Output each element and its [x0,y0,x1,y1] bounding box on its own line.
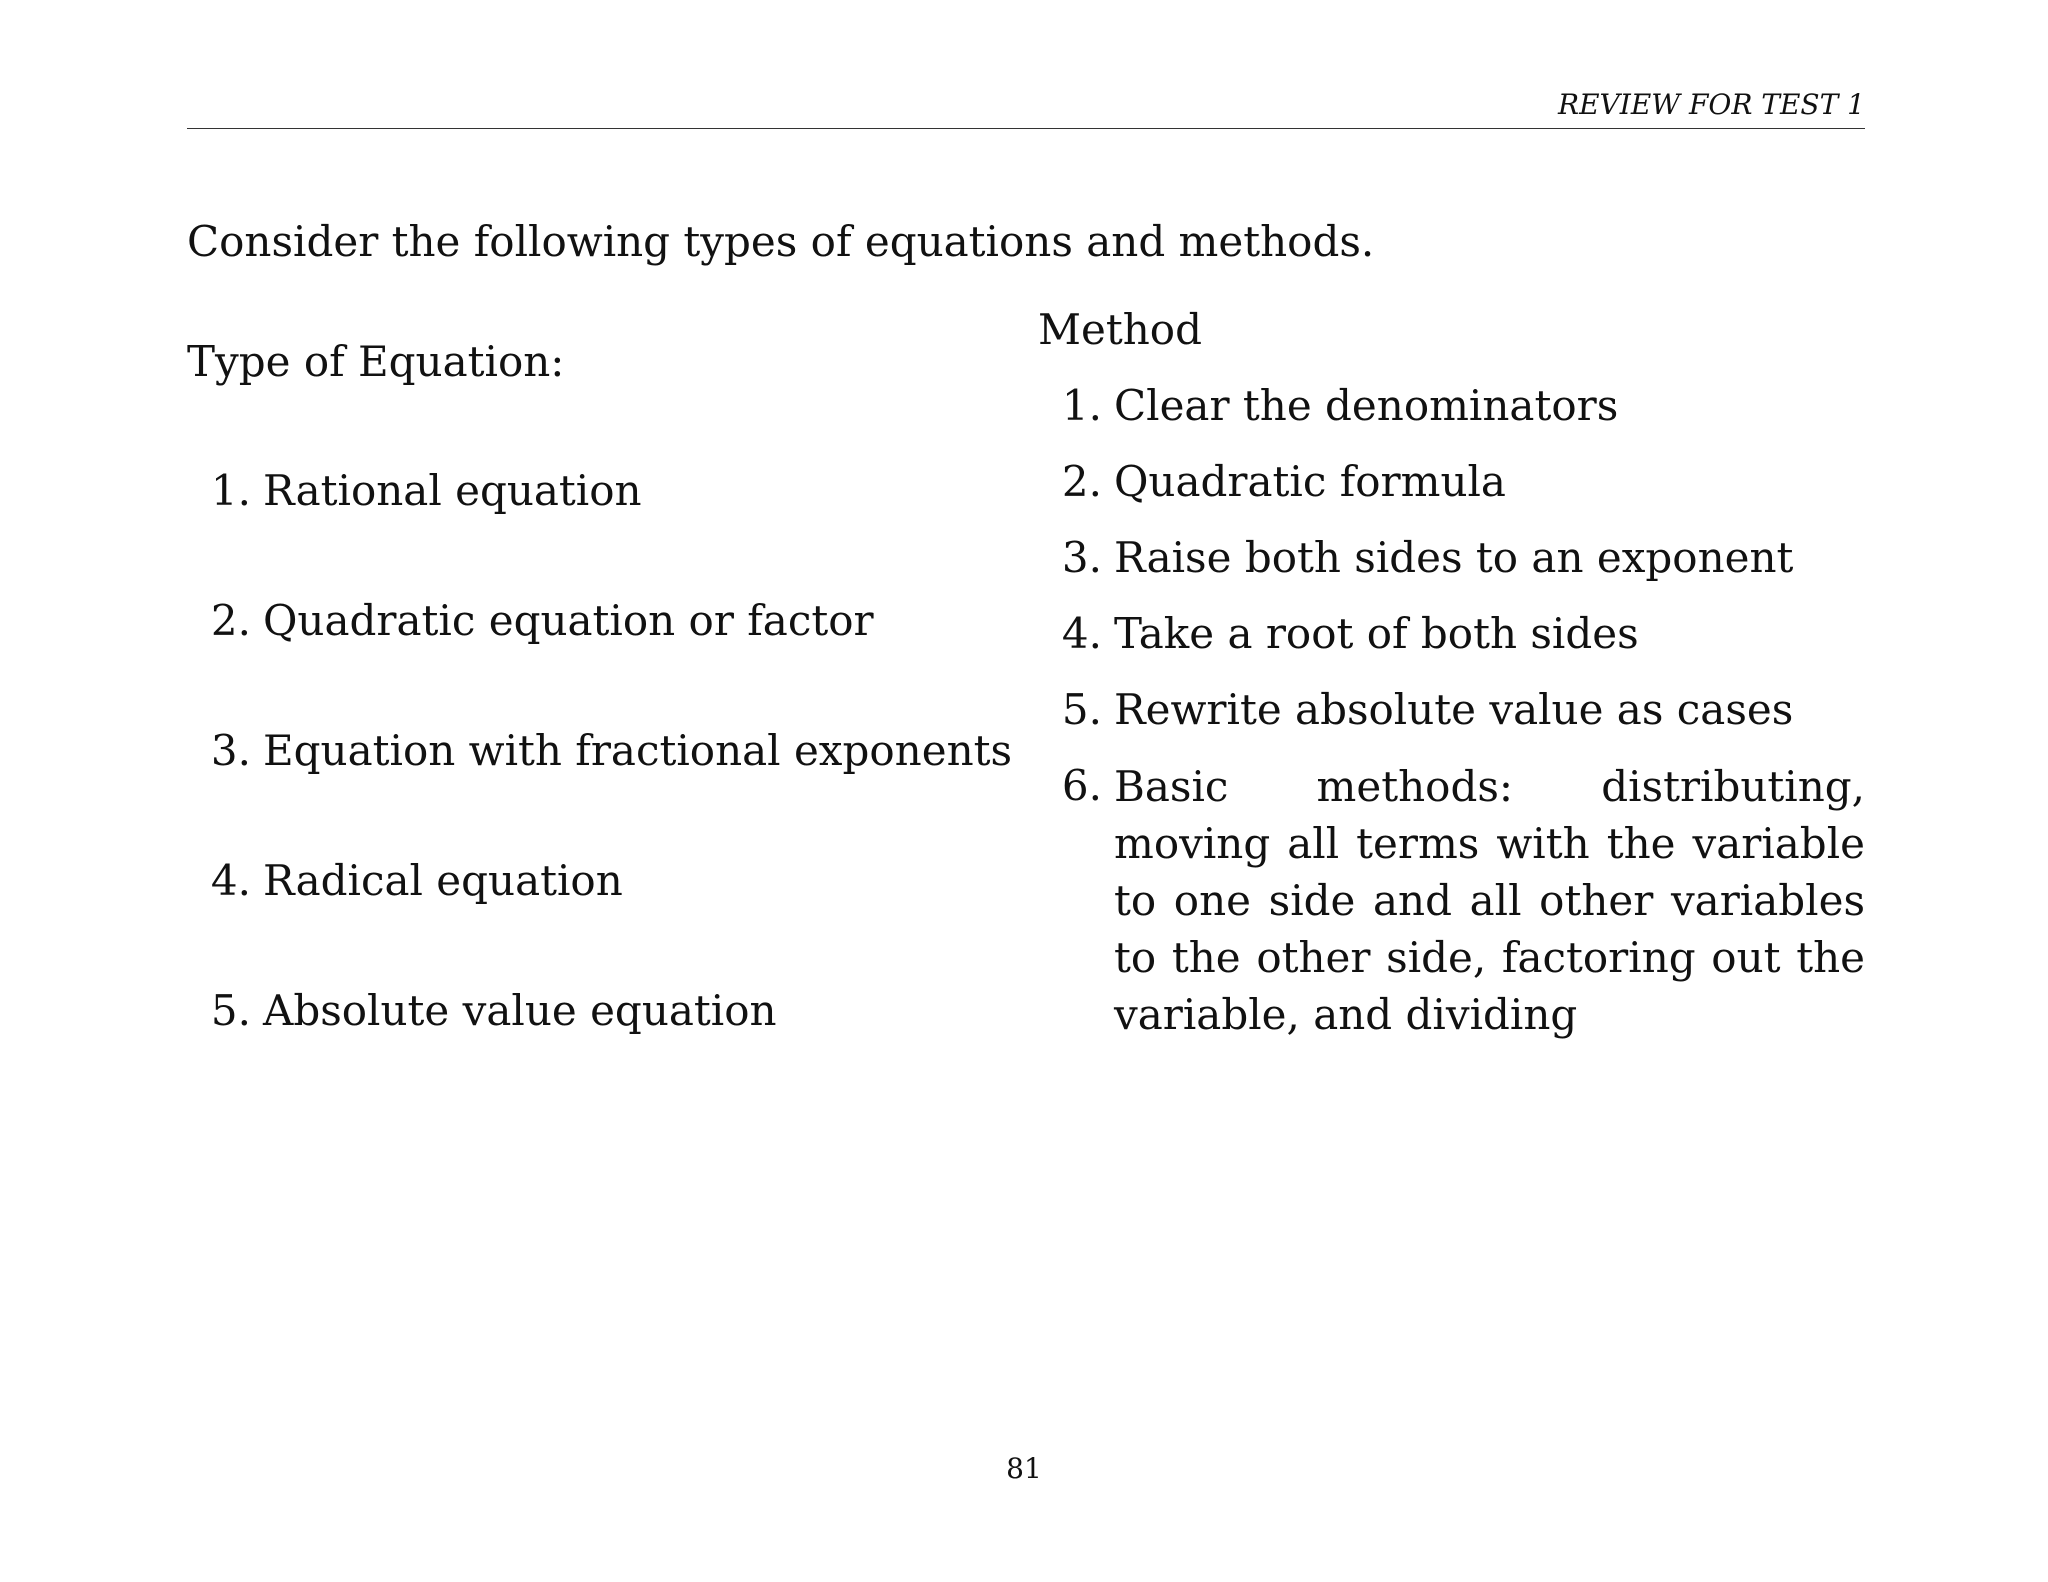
list-item-number: 4. [1061,609,1102,658]
method-heading: Method [1038,305,1202,354]
list-item-number: 2. [1061,457,1102,506]
list-item [187,723,1013,853]
list-item [1038,378,1865,434]
list-item-number: 6. [1061,761,1102,810]
list-item [1038,758,1865,1043]
list-item-number: 3. [210,726,251,775]
list-item [187,983,987,1113]
list-item [187,463,987,593]
header-rule [187,128,1865,129]
list-item-number: 5. [1061,685,1102,734]
list-item [187,853,987,983]
list-item-text: Take a root of both sides [1114,609,1639,658]
methods-list [1038,378,1865,1063]
list-item [1038,530,1865,586]
list-item-number: 3. [1061,533,1102,582]
list-item-text: Raise both sides to an exponent [1114,533,1794,582]
list-item-text: Basic methods: distributing, moving all terms with the variable to one side and all other variables to the other side, factoring out the variable, and dividing [1114,762,1865,1039]
list-item-number: 5. [210,986,251,1035]
list-item-text: Quadratic formula [1114,457,1506,506]
list-item-number: 1. [210,466,251,515]
list-item-text: Quadratic equation or factor [263,596,874,645]
list-item-number: 1. [1061,381,1102,430]
intro-paragraph: Consider the following types of equations and methods. [187,217,1375,266]
list-item-text: Rewrite absolute value as cases [1114,685,1794,734]
list-item [1038,454,1865,510]
list-item-text: Radical equation [263,856,623,905]
list-item-number: 4. [210,856,251,905]
type-of-equation-heading: Type of Equation: [187,337,565,386]
list-item [1038,682,1865,738]
list-item [187,593,987,723]
equation-types-list [187,463,1013,1113]
list-item-text: Rational equation [263,466,642,515]
list-item-text: Clear the denominators [1114,381,1619,430]
list-item-text: Absolute value equation [263,986,777,1035]
list-item-number: 2. [210,596,251,645]
list-item [1038,606,1865,662]
running-header: REVIEW FOR TEST 1 [1558,88,1865,121]
list-item-text: Equation with fractional exponents [263,726,1013,775]
page-number: 81 [1006,1452,1042,1485]
